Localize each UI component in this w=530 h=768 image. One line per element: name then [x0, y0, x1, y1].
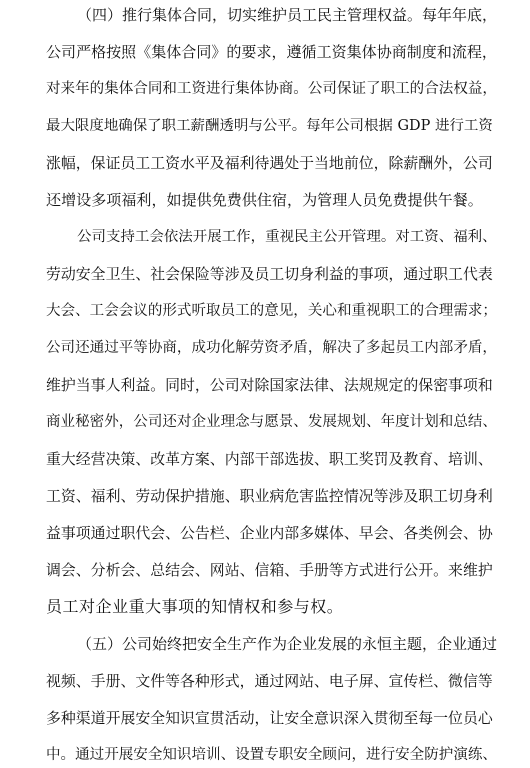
text-line: 维 护 当 事 人 利 益 。 同 时 ， 公 司 对 除 国 家 法 律 、 法 规 规 定 的 保 密 事 项 和	[46, 376, 493, 394]
text-line: 涨 幅 ， 保 证 员 工 工 资 水 平 及 福 利 待 遇 处 于 当 地 前 位 ， 除 薪 酬 外 ， 公 司	[46, 154, 493, 172]
text-line: 益 事 项 通 过 职 代 会 、 公 告 栏 、 企 业 内 部 多 媒 体 、 早 会 、 各 类 例 会 、 协	[46, 524, 493, 542]
text-line: 商 业 秘 密 外 ， 公 司 还 对 企 业 理 念 与 愿 景 、 发 展 规 划 、 年 度 计 划 和 总 结 、	[46, 414, 497, 430]
text-line: 中 。 通 过 开 展 安 全 知 识 培 训 、 设 置 专 职 安 全 顾 问 ， 进 行 安 全 防 护 演 练 、	[46, 747, 497, 763]
text-line: 公 司 严 格 按 照 《 集 体 合 同 》 的 要 求 ， 遵 循 工 资 集 体 协 商 制 度 和 流 程 ，	[46, 43, 497, 61]
text-line: 公 司 支 持 工 会 依 法 开 展 工 作 ， 重 视 民 主 公 开 管 理 。 对 工 资 、 福 利 、	[77, 229, 497, 245]
text-line: 重 大 经 营 决 策 、 改 革 方 案 、 内 部 干 部 选 拔 、 职 工 奖 罚 及 教 育 、 培 训 、	[46, 450, 493, 468]
text-line: 最 大 限 度 地 确 保 了 职 工 薪 酬 透 明 与 公 平 。 每 年 公 司 根 据 G D P 进 行 工 资	[46, 118, 493, 134]
text-line: 公 司 还 通 过 平 等 协 商 ， 成 功 化 解 劳 资 矛 盾 ， 解 决 了 多 起 员 工 内 部 矛 盾 ，	[46, 340, 497, 356]
text-line: 大 会 、 工 会 会 议 的 形 式 听 取 员 工 的 意 见 ， 关 心 和 重 视 职 工 的 合 理 需 求 ；	[46, 303, 497, 319]
text-line: 劳 动 安 全 卫 生 、 社 会 保 险 等 涉 及 员 工 切 身 利 益 的 事 项 ， 通 过 职 工 代 表	[46, 265, 493, 283]
text-line: 调 会 、 分 析 会 、 总 结 会 、 网 站 、 信 箱 、 手 册 等 方 式 进 行 公 开 。 来 维 护	[46, 561, 493, 579]
text-line: 多 种 渠 道 开 展 安 全 知 识 宣 贯 活 动 ， 让 安 全 意 识 深 入 贯 彻 至 每 一 位 员 心	[46, 709, 493, 727]
text-line: 工 资 、 福 利 、 劳 动 保 护 措 施 、 职 业 病 危 害 监 控 情 况 等 涉 及 职 工 切 身 利	[46, 487, 493, 505]
text-line: 员 工 对 企 业 重 大 事 项 的 知 情 权 和 参 与 权 。	[46, 597, 343, 616]
text-line: 对 来 年 的 集 体 合 同 和 工 资 进 行 集 体 协 商 。 公 司 保 证 了 职 工 的 合 法 权 益 ，	[46, 81, 497, 97]
text-line: 视 频 、 手 册 、 文 件 等 各 种 形 式 ， 通 过 网 站 、 电 子 屏 、 宣 传 栏 、 微 信 等	[46, 672, 493, 690]
text-line: （ 五 ） 公 司 始 终 把 安 全 生 产 作 为 企 业 发 展 的 永 恒 主 题 ， 企 业 通 过	[77, 635, 497, 653]
text-line: 还 增 设 多 项 福 利 ， 如 提 供 免 费 供 住 宿 ， 为 管 理 人 员 免 费 提 供 午 餐 。	[46, 191, 483, 209]
text-line: （ 四 ） 推 行 集 体 合 同 ， 切 实 维 护 员 工 民 主 管 理 权 益 。 每 年 年 底 ，	[77, 6, 497, 24]
